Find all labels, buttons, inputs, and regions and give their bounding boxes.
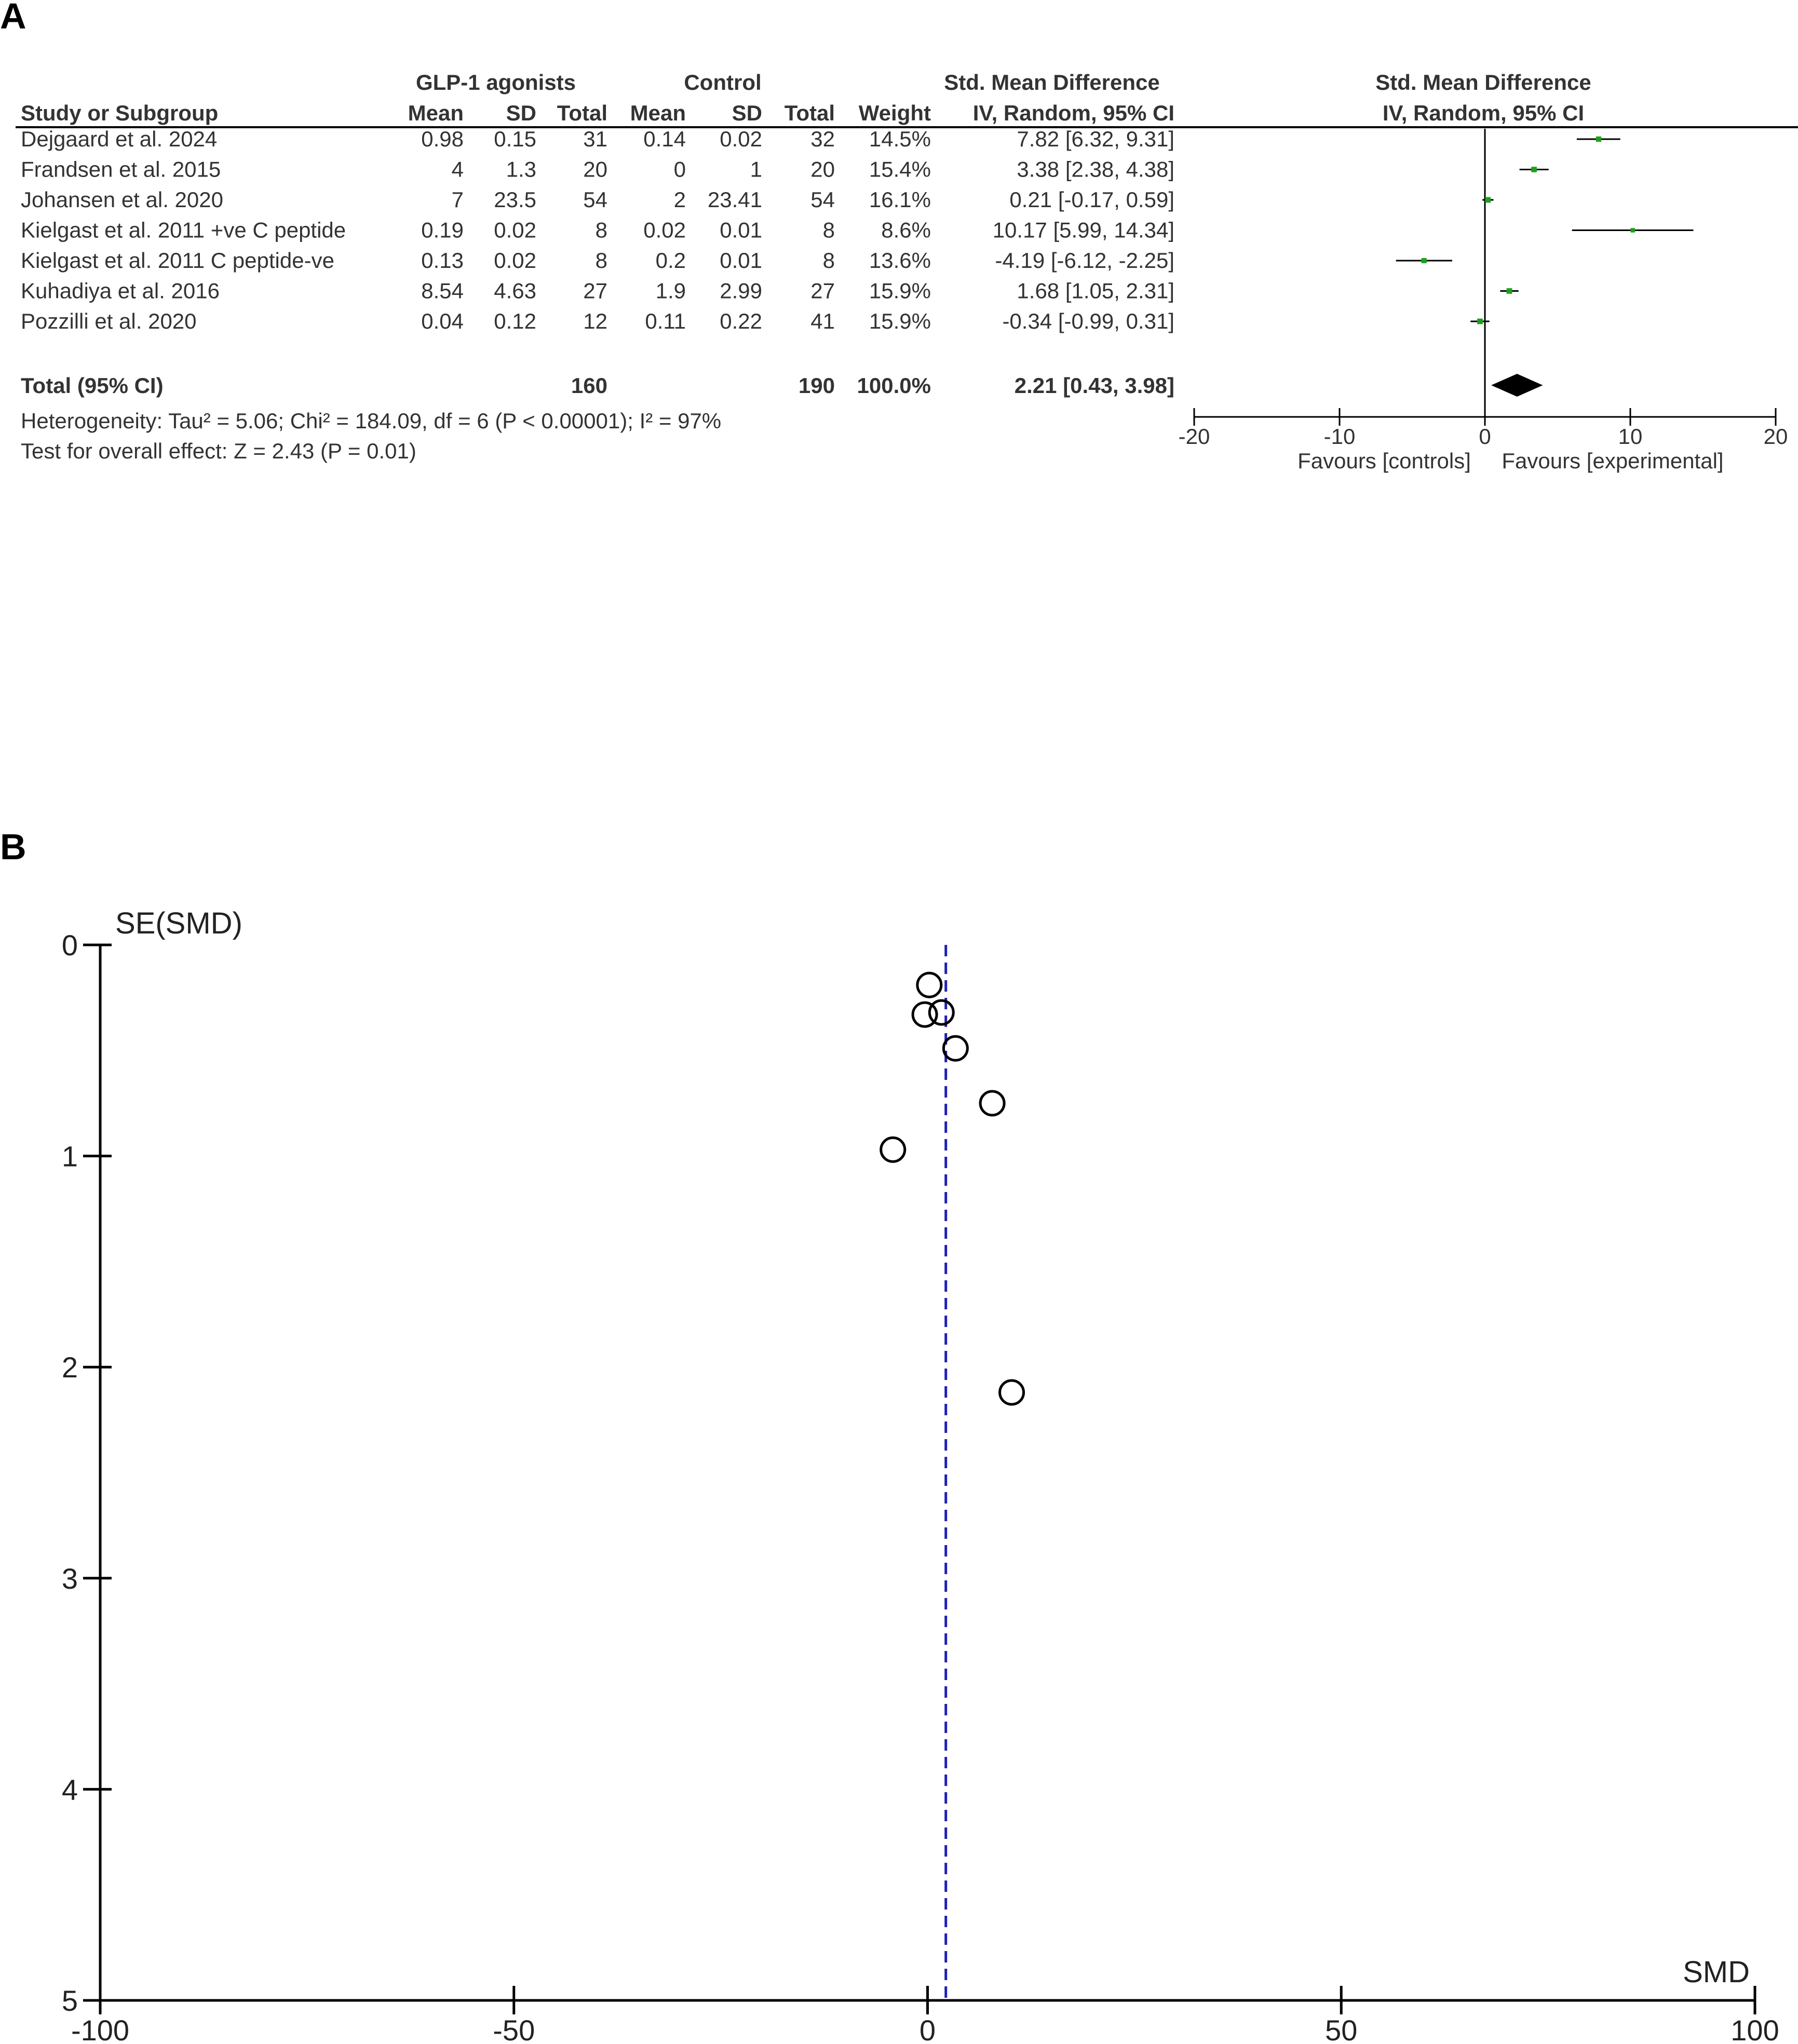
cell-ctl-total: 20 xyxy=(810,157,835,182)
cell-study: Pozzilli et al. 2020 xyxy=(21,309,197,333)
total-label: Total (95% CI) xyxy=(21,373,164,398)
panel-b-label: B xyxy=(0,827,26,867)
total-ci: 2.21 [0.43, 3.98] xyxy=(1014,373,1174,398)
total-weight: 100.0% xyxy=(857,373,931,398)
header-experimental-group: GLP-1 agonists xyxy=(415,70,576,94)
study-marker xyxy=(1596,137,1601,142)
funnel-y-tick-label: 0 xyxy=(61,929,78,962)
cell-ctl-sd: 0.02 xyxy=(720,127,762,151)
cell-weight: 15.4% xyxy=(869,157,931,182)
heterogeneity-text: Heterogeneity: Tau² = 5.06; Chi² = 184.09, df = 6 (P < 0.00001); I² = 97% xyxy=(21,409,722,433)
cell-ctl-sd: 0.01 xyxy=(720,248,762,273)
cell-exp-sd: 0.02 xyxy=(494,248,536,273)
col-ci-plot: IV, Random, 95% CI xyxy=(1382,101,1585,125)
funnel-x-tick-label: 50 xyxy=(1325,2014,1358,2044)
cell-ctl-total: 27 xyxy=(810,278,835,303)
cell-ci-text: 3.38 [2.38, 4.38] xyxy=(1017,157,1174,182)
cell-exp-sd: 23.5 xyxy=(494,187,536,212)
header-control-group: Control xyxy=(684,70,762,94)
overall-effect-text: Test for overall effect: Z = 2.43 (P = 0.01) xyxy=(21,439,416,463)
total-exp: 160 xyxy=(571,373,607,398)
funnel-y-tick-label: 3 xyxy=(61,1562,78,1595)
cell-study: Frandsen et al. 2015 xyxy=(21,157,221,182)
cell-exp-sd: 1.3 xyxy=(506,157,536,182)
cell-ctl-mean: 0.2 xyxy=(655,248,686,273)
cell-ctl-mean: 2 xyxy=(673,187,686,212)
cell-exp-mean: 4 xyxy=(451,157,464,182)
favours-experimental: Favours [experimental] xyxy=(1502,449,1724,473)
forest-tick-label: 0 xyxy=(1479,424,1491,449)
favours-controls: Favours [controls] xyxy=(1297,449,1471,473)
col-exp-sd: SD xyxy=(506,101,536,125)
cell-exp-mean: 0.04 xyxy=(421,309,464,333)
header-smd-table: Std. Mean Difference xyxy=(944,70,1160,94)
funnel-x-tick-label: 0 xyxy=(919,2014,936,2044)
col-ci-table: IV, Random, 95% CI xyxy=(972,101,1174,125)
cell-exp-total: 8 xyxy=(595,218,607,242)
cell-ctl-mean: 0.14 xyxy=(643,127,686,151)
cell-ctl-mean: 0.02 xyxy=(643,218,686,242)
cell-exp-total: 31 xyxy=(583,127,607,151)
cell-weight: 16.1% xyxy=(869,187,931,212)
cell-exp-sd: 0.12 xyxy=(494,309,536,333)
col-ctl-sd: SD xyxy=(732,101,762,125)
cell-exp-mean: 0.13 xyxy=(421,248,464,273)
cell-ctl-sd: 0.01 xyxy=(720,218,762,242)
cell-ctl-mean: 1.9 xyxy=(655,278,686,303)
cell-ci-text: 1.68 [1.05, 2.31] xyxy=(1017,278,1174,303)
cell-study: Kielgast et al. 2011 C peptide-ve xyxy=(21,248,334,273)
funnel-y-tick-label: 2 xyxy=(61,1351,78,1384)
funnel-x-tick-label: 100 xyxy=(1731,2014,1779,2044)
col-exp-mean: Mean xyxy=(408,101,464,125)
panel-a-label: A xyxy=(0,0,26,36)
cell-exp-mean: 0.19 xyxy=(421,218,464,242)
cell-exp-sd: 0.02 xyxy=(494,218,536,242)
cell-ctl-sd: 23.41 xyxy=(707,187,762,212)
cell-study: Johansen et al. 2020 xyxy=(21,187,223,212)
cell-weight: 8.6% xyxy=(881,218,931,242)
cell-ci-text: 10.17 [5.99, 14.34] xyxy=(992,218,1174,242)
cell-weight: 15.9% xyxy=(869,309,931,333)
cell-exp-mean: 0.98 xyxy=(421,127,464,151)
cell-exp-total: 27 xyxy=(583,278,607,303)
funnel-y-tick-label: 5 xyxy=(61,1984,78,2017)
cell-weight: 14.5% xyxy=(869,127,931,151)
study-marker xyxy=(1630,228,1635,233)
cell-ctl-total: 8 xyxy=(822,218,835,242)
cell-ci-text: -0.34 [-0.99, 0.31] xyxy=(1002,309,1174,333)
cell-study: Dejgaard et al. 2024 xyxy=(21,127,218,151)
cell-exp-mean: 7 xyxy=(451,187,464,212)
cell-ctl-sd: 0.22 xyxy=(720,309,762,333)
col-exp-total: Total xyxy=(557,101,607,125)
cell-ci-text: 7.82 [6.32, 9.31] xyxy=(1017,127,1174,151)
cell-weight: 15.9% xyxy=(869,278,931,303)
funnel-x-label: SMD xyxy=(1683,1955,1750,1989)
cell-ctl-mean: 0 xyxy=(673,157,686,182)
cell-ctl-total: 32 xyxy=(810,127,835,151)
cell-exp-total: 20 xyxy=(583,157,607,182)
cell-ctl-mean: 0.11 xyxy=(645,309,686,333)
total-ctl: 190 xyxy=(798,373,835,398)
funnel-x-tick-label: -50 xyxy=(493,2014,535,2044)
col-weight: Weight xyxy=(858,101,931,125)
cell-study: Kuhadiya et al. 2016 xyxy=(21,278,220,303)
cell-exp-total: 54 xyxy=(583,187,607,212)
forest-tick-label: -10 xyxy=(1323,424,1356,449)
cell-ctl-sd: 1 xyxy=(750,157,762,182)
cell-weight: 13.6% xyxy=(869,248,931,273)
cell-exp-sd: 0.15 xyxy=(494,127,536,151)
cell-ci-text: -4.19 [-6.12, -2.25] xyxy=(995,248,1174,273)
forest-tick-label: 20 xyxy=(1763,424,1788,449)
col-study: Study or Subgroup xyxy=(21,101,219,125)
forest-tick-label: 10 xyxy=(1618,424,1643,449)
study-marker xyxy=(1485,197,1491,203)
funnel-y-label: SE(SMD) xyxy=(115,906,242,940)
funnel-y-tick-label: 1 xyxy=(61,1140,78,1173)
cell-ctl-sd: 2.99 xyxy=(720,278,762,303)
funnel-x-tick-label: -100 xyxy=(71,2014,130,2044)
study-marker xyxy=(1531,167,1537,172)
cell-exp-total: 8 xyxy=(595,248,607,273)
cell-exp-total: 12 xyxy=(583,309,607,333)
header-smd-plot: Std. Mean Difference xyxy=(1375,70,1591,94)
study-marker xyxy=(1422,258,1427,263)
study-marker xyxy=(1507,288,1512,294)
cell-exp-mean: 8.54 xyxy=(421,278,464,303)
col-ctl-mean: Mean xyxy=(630,101,686,125)
col-ctl-total: Total xyxy=(784,101,835,125)
cell-ctl-total: 41 xyxy=(810,309,835,333)
cell-ctl-total: 54 xyxy=(810,187,835,212)
study-marker xyxy=(1477,319,1483,324)
cell-ctl-total: 8 xyxy=(822,248,835,273)
cell-ci-text: 0.21 [-0.17, 0.59] xyxy=(1009,187,1174,212)
funnel-y-tick-label: 4 xyxy=(61,1773,78,1806)
cell-study: Kielgast et al. 2011 +ve C peptide xyxy=(21,218,346,242)
cell-exp-sd: 4.63 xyxy=(494,278,536,303)
forest-tick-label: -20 xyxy=(1178,424,1210,449)
